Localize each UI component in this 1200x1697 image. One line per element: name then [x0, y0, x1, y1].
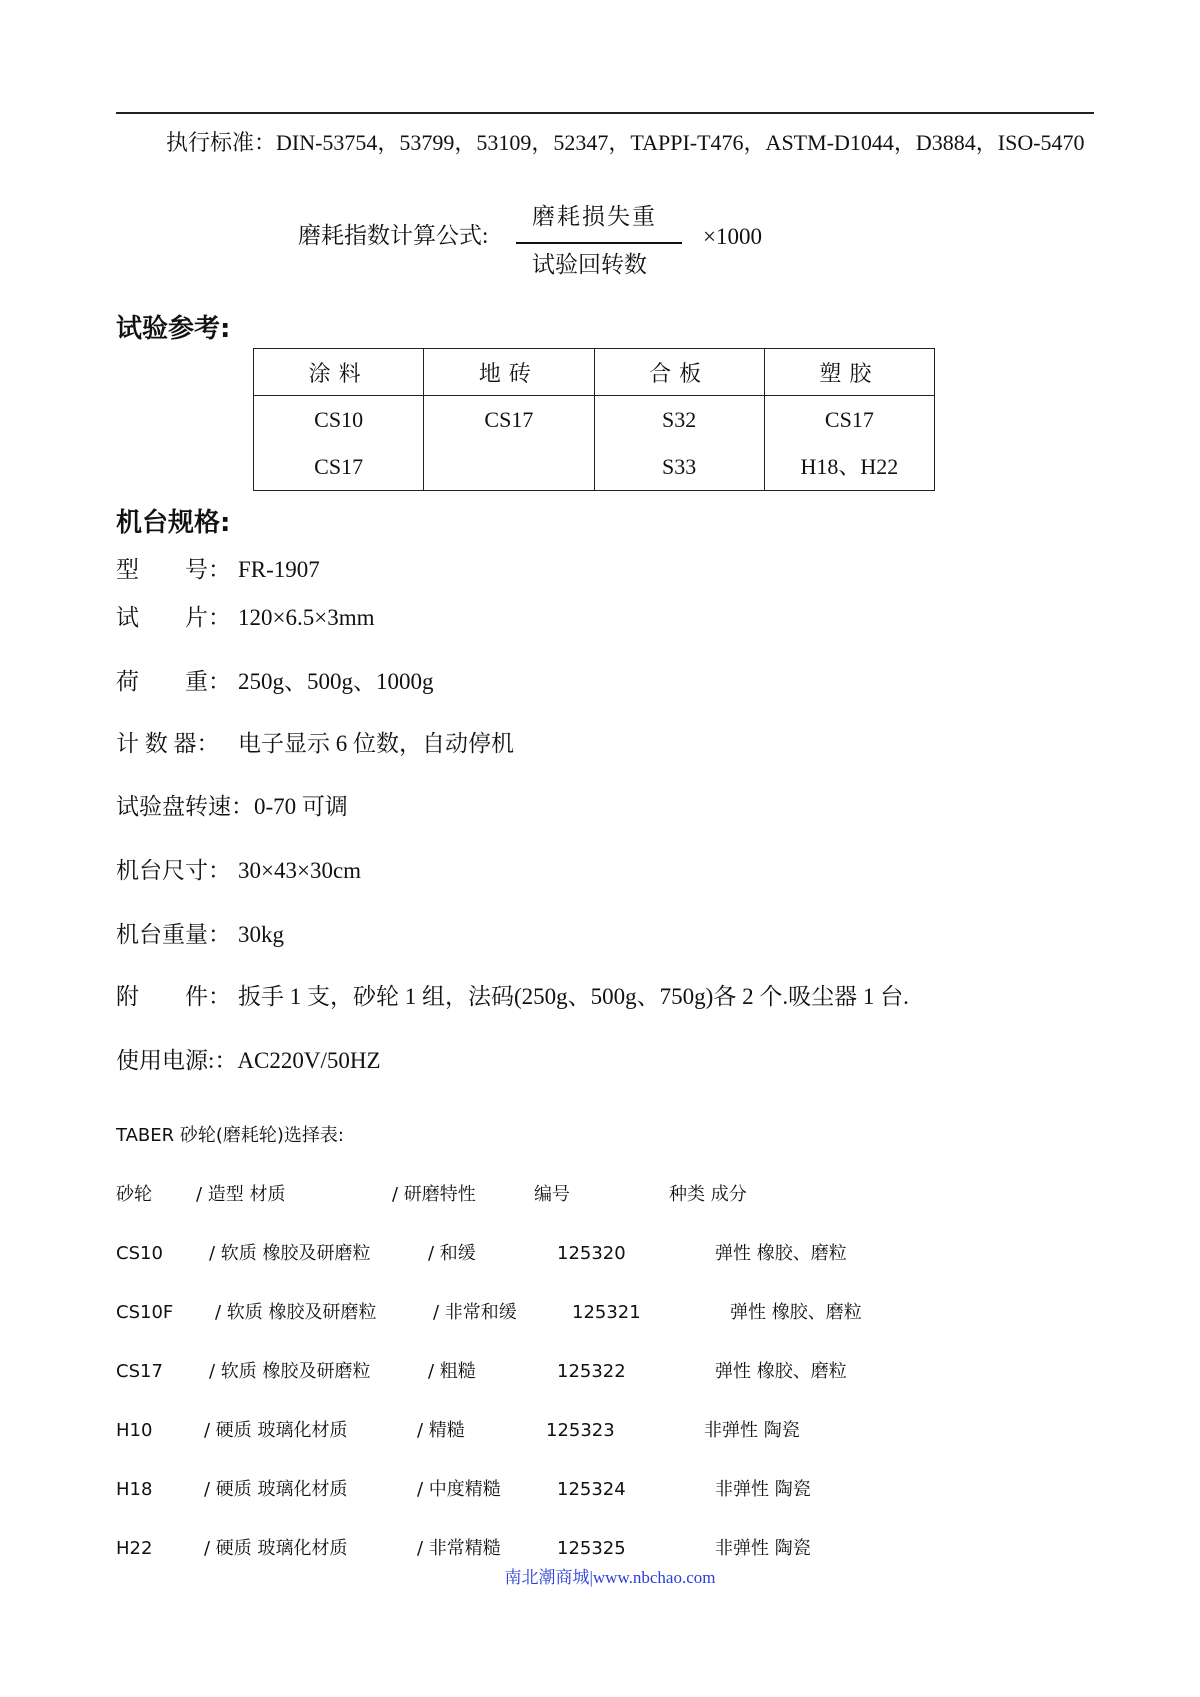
header-cell: 合板 [594, 349, 764, 396]
specs-heading: 机台规格: [116, 508, 231, 538]
header-rule [116, 112, 1094, 114]
spec-item: 附 件： 扳手 1 支，砂轮 1 组，法码(250g、500g、750g)各 2 个.吸尘器 1 台. [116, 984, 909, 1009]
table-cell: CS10 CS17 [254, 396, 424, 491]
header-cell: 涂料 [254, 349, 424, 396]
reference-heading: 试验参考: [116, 314, 231, 344]
formula-numerator: 磨耗损失重 [532, 204, 657, 229]
standards-text: 执行标准：DIN-53754，53799，53109，52347，TAPPI-T476，ASTM-D1044，D3884，ISO-5470 [166, 130, 1085, 155]
spec-item: 使用电源:：AC220V/50HZ [116, 1048, 381, 1073]
table-cell: CS17 [424, 396, 594, 491]
header-cell: 塑胶 [764, 349, 934, 396]
spec-item: 机台重量： 30kg [116, 922, 284, 947]
fraction-bar [516, 242, 682, 244]
spec-item: 试验盘转速：0-70 可调 [116, 794, 348, 819]
spec-item: 机台尺寸： 30×43×30cm [116, 858, 362, 883]
spec-item: 型 号： FR-1907 [116, 557, 320, 582]
spec-item: 计 数 器： 电子显示 6 位数，自动停机 [116, 731, 514, 756]
spec-item: 荷 重： 250g、500g、1000g [116, 669, 434, 694]
formula-label: 磨耗指数计算公式: [298, 223, 489, 248]
table-cell: S32 S33 [594, 396, 764, 491]
selection-title: TABER 砂轮(磨耗轮)选择表: [116, 1125, 344, 1146]
footer-link[interactable]: 南北潮商城|www.nbchao.com [504, 1568, 716, 1587]
formula-multiplier: ×1000 [703, 224, 762, 249]
table-cell: CS17 H18、H22 [764, 396, 934, 491]
reference-table [253, 348, 935, 491]
spec-item: 试 片： 120×6.5×3mm [116, 605, 375, 630]
formula-denominator: 试验回转数 [532, 252, 647, 277]
header-cell: 地砖 [424, 349, 594, 396]
